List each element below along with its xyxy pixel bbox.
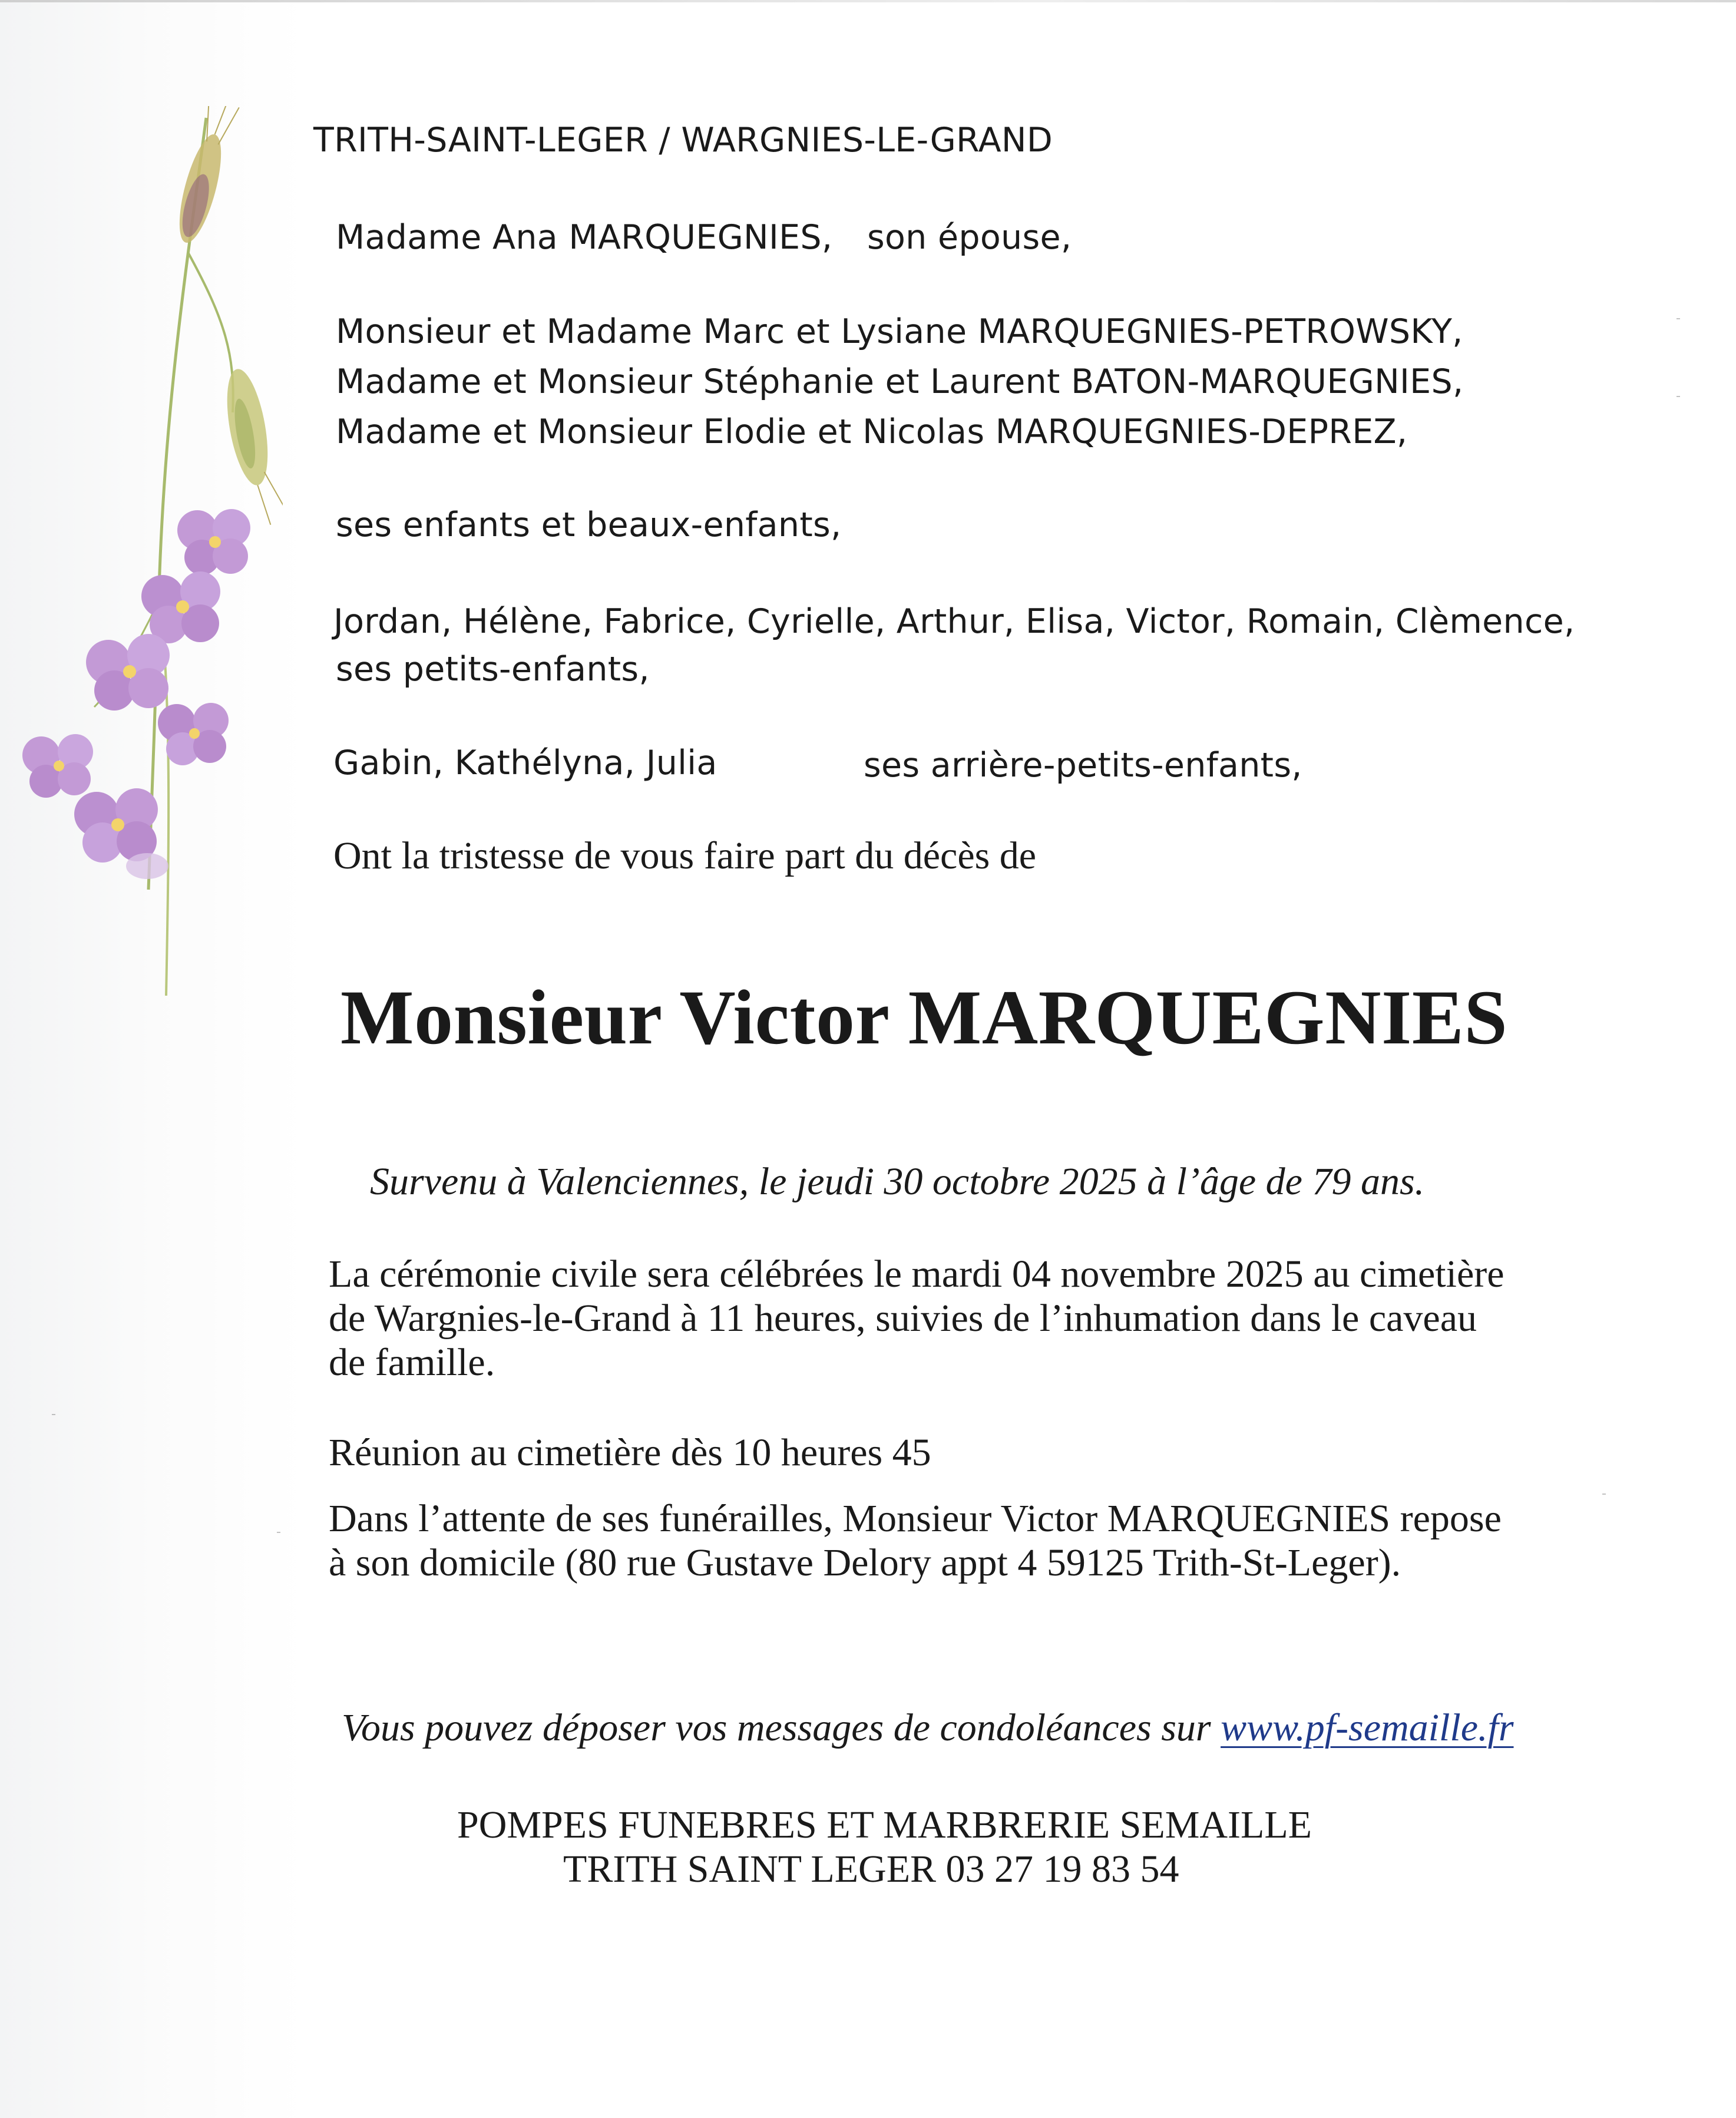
- scan-speck: [1677, 318, 1680, 319]
- wheat-and-violets-icon: [12, 106, 283, 1002]
- wheat-ear-icon: [220, 365, 283, 529]
- violet-flower-icon: [141, 571, 220, 643]
- announcement-intro: Ont la tristesse de vous faire part du décès de: [333, 834, 1037, 877]
- wheat-ear-icon: [171, 106, 242, 247]
- grandchildren-relation: ses petits-enfants,: [336, 650, 650, 689]
- repose-line: Dans l’attente de ses funérailles, Monsieur Victor MARQUEGNIES repose: [329, 1497, 1502, 1540]
- violet-flower-icon: [74, 788, 158, 863]
- funeral-home-name: POMPES FUNEBRES ET MARBRERIE SEMAILLE: [457, 1803, 1312, 1846]
- scan-speck: [277, 1532, 280, 1533]
- scan-speck: [1602, 1493, 1606, 1495]
- grandchildren-names: Jordan, Hélène, Fabrice, Cyrielle, Arthur, Elisa, Victor, Romain, Clèmence,: [333, 602, 1575, 641]
- spouse-relation: son épouse,: [867, 218, 1072, 257]
- condolences-text: Vous pouvez déposer vos messages de condoléances sur: [342, 1706, 1211, 1749]
- deceased-name: Monsieur Victor MARQUEGNIES: [340, 974, 1508, 1060]
- condolences-link[interactable]: www.pf-semaille.fr: [1221, 1706, 1514, 1749]
- violet-flower-icon: [86, 634, 170, 711]
- violet-flower-icon: [126, 853, 168, 879]
- header-locations: TRITH-SAINT-LEGER / WARGNIES-LE-GRAND: [313, 121, 1053, 160]
- great-grandchildren-names: Gabin, Kathélyna, Julia: [333, 744, 717, 782]
- ceremony-line: de Wargnies-le-Grand à 11 heures, suivies de l’inhumation dans le caveau: [329, 1297, 1477, 1340]
- violet-flower-icon: [22, 734, 93, 798]
- repose-line: à son domicile (80 rue Gustave Delory appt 4 59125 Trith-St-Leger).: [329, 1541, 1401, 1584]
- child-line: Madame et Monsieur Elodie et Nicolas MARQUEGNIES-DEPREZ,: [336, 412, 1408, 451]
- child-line: Madame et Monsieur Stéphanie et Laurent BATON-MARQUEGNIES,: [336, 362, 1464, 401]
- ceremony-line: La cérémonie civile sera célébrées le mardi 04 novembre 2025 au cimetière: [329, 1253, 1504, 1296]
- meeting-time: Réunion au cimetière dès 10 heures 45: [329, 1431, 931, 1474]
- condolences-message: [342, 1706, 1514, 1750]
- death-details: Survenu à Valenciennes, le jeudi 30 octobre 2025 à l’âge de 79 ans.: [370, 1160, 1425, 1203]
- children-relation: ses enfants et beaux-enfants,: [336, 505, 842, 544]
- stem: [189, 253, 233, 412]
- violet-flower-icon: [158, 703, 229, 765]
- scan-edge: [0, 0, 1736, 2]
- child-line: Monsieur et Madame Marc et Lysiane MARQUEGNIES-PETROWSKY,: [336, 312, 1463, 351]
- funeral-home-address: TRITH SAINT LEGER 03 27 19 83 54: [563, 1848, 1179, 1891]
- scan-speck: [1677, 396, 1680, 397]
- ceremony-line: de famille.: [329, 1341, 495, 1384]
- great-grandchildren-relation: ses arrière-petits-enfants,: [864, 746, 1302, 785]
- violet-flower-icon: [177, 509, 250, 575]
- spouse-name: Madame Ana MARQUEGNIES,: [336, 218, 833, 257]
- scan-speck: [52, 1414, 55, 1415]
